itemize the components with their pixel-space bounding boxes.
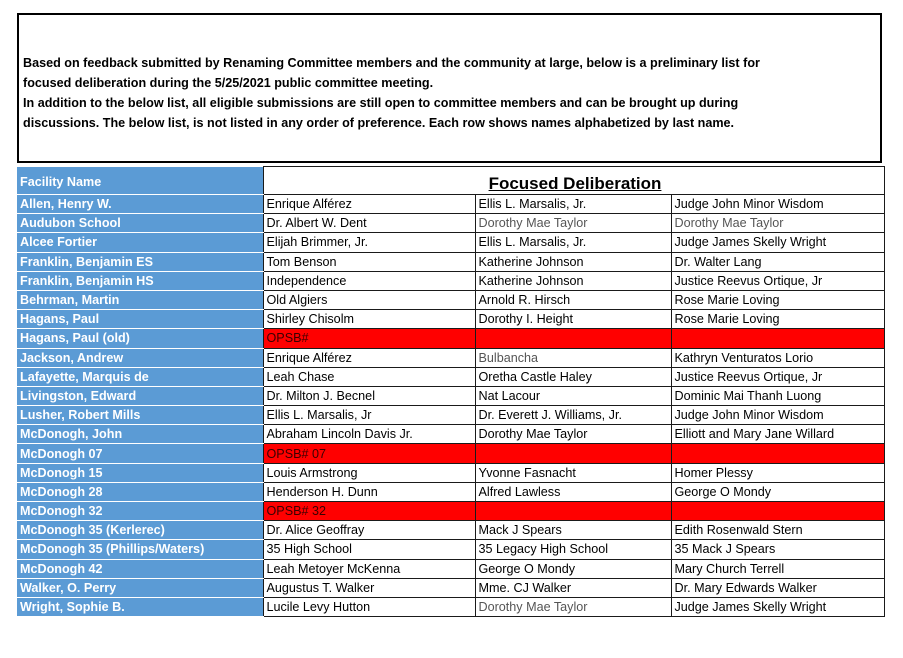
table-row — [17, 348, 884, 367]
focused-deliberation-header — [263, 167, 884, 195]
candidate-name-cell: OPSB# — [263, 329, 475, 348]
candidate-name-cell: Rose Marie Loving — [671, 310, 884, 329]
candidate-name-cell: Dr. Walter Lang — [671, 252, 884, 271]
candidate-name-cell: Henderson H. Dunn — [263, 482, 475, 501]
candidate-name-cell — [475, 502, 671, 521]
facility-name-cell: Livingston, Edward — [17, 386, 263, 405]
candidate-name-cell: Dr. Mary Edwards Walker — [671, 578, 884, 597]
candidate-name-cell: Dorothy Mae Taylor — [671, 214, 884, 233]
candidate-name-cell: Enrique Alférez — [263, 195, 475, 214]
table-row — [17, 252, 884, 271]
candidate-name-cell: Enrique Alférez — [263, 348, 475, 367]
table-row — [17, 367, 884, 386]
candidate-name-cell: Rose Marie Loving — [671, 290, 884, 309]
candidate-name-cell: Judge John Minor Wisdom — [671, 195, 884, 214]
facility-name-cell: Wright, Sophie B. — [17, 597, 263, 616]
facility-name-cell: Jackson, Andrew — [17, 348, 263, 367]
facility-name-cell: Franklin, Benjamin ES — [17, 252, 263, 271]
notice-line-4: discussions. The below list, is not listed in any order of preference. Each row shows names alphabetized by last name. — [23, 116, 735, 130]
facility-name-cell: McDonogh 35 (Kerlerec) — [17, 521, 263, 540]
notice-line-3: In addition to the below list, all eligible submissions are still open to committee members and can be brought up during — [23, 96, 739, 110]
candidate-name-cell: Dr. Albert W. Dent — [263, 214, 475, 233]
facility-name-cell: Hagans, Paul (old) — [17, 329, 263, 348]
candidate-name-cell: OPSB# 32 — [263, 502, 475, 521]
candidate-name-cell: Bulbancha — [475, 348, 671, 367]
candidate-name-cell — [475, 444, 671, 463]
candidate-name-cell — [671, 329, 884, 348]
facility-name-cell: McDonogh 28 — [17, 482, 263, 501]
table-row — [17, 502, 884, 521]
table-row — [17, 597, 884, 616]
candidate-name-cell: Abraham Lincoln Davis Jr. — [263, 425, 475, 444]
table-row — [17, 233, 884, 252]
candidate-name-cell: Dorothy Mae Taylor — [475, 425, 671, 444]
candidate-name-cell: Dorothy I. Height — [475, 310, 671, 329]
table-row — [17, 559, 884, 578]
facility-name-cell: Alcee Fortier — [17, 233, 263, 252]
candidate-name-cell: Dr. Alice Geoffray — [263, 521, 475, 540]
facility-name-cell: McDonogh 07 — [17, 444, 263, 463]
facility-name-cell: McDonogh 42 — [17, 559, 263, 578]
candidate-name-cell: Shirley Chisolm — [263, 310, 475, 329]
candidate-name-cell: Katherine Johnson — [475, 252, 671, 271]
candidate-name-cell: Edith Rosenwald Stern — [671, 521, 884, 540]
facility-name-cell: Behrman, Martin — [17, 290, 263, 309]
table-row — [17, 463, 884, 482]
candidate-name-cell — [475, 329, 671, 348]
candidate-name-cell: Leah Metoyer McKenna — [263, 559, 475, 578]
candidate-name-cell: Arnold R. Hirsch — [475, 290, 671, 309]
facility-name-header: Facility Name — [17, 167, 263, 195]
facility-name-cell: Lusher, Robert Mills — [17, 406, 263, 425]
facility-name-cell: Audubon School — [17, 214, 263, 233]
table-row — [17, 290, 884, 309]
candidate-name-cell: Dorothy Mae Taylor — [475, 597, 671, 616]
table-row — [17, 271, 884, 290]
candidate-name-cell: Dr. Everett J. Williams, Jr. — [475, 406, 671, 425]
facility-name-cell: McDonogh, John — [17, 425, 263, 444]
candidate-name-cell: 35 High School — [263, 540, 475, 559]
candidate-name-cell: Kathryn Venturatos Lorio — [671, 348, 884, 367]
facility-name-cell: Hagans, Paul — [17, 310, 263, 329]
facility-name-cell: Allen, Henry W. — [17, 195, 263, 214]
candidate-name-cell: Judge James Skelly Wright — [671, 597, 884, 616]
table-row — [17, 329, 884, 348]
table-row — [17, 425, 884, 444]
candidate-name-cell: Justice Reevus Ortique, Jr — [671, 367, 884, 386]
notice-line-1: Based on feedback submitted by Renaming Committee members and the community at large, below is a preliminary list for — [23, 56, 760, 70]
candidate-name-cell: Dorothy Mae Taylor — [475, 214, 671, 233]
candidate-name-cell: Ellis L. Marsalis, Jr — [263, 406, 475, 425]
deliberation-table — [17, 166, 885, 617]
candidate-name-cell: Mack J Spears — [475, 521, 671, 540]
facility-name-cell: McDonogh 15 — [17, 463, 263, 482]
candidate-name-cell: Dominic Mai Thanh Luong — [671, 386, 884, 405]
candidate-name-cell: OPSB# 07 — [263, 444, 475, 463]
candidate-name-cell: Oretha Castle Haley — [475, 367, 671, 386]
focused-deliberation-title: Focused Deliberation — [488, 174, 662, 193]
table-header-row — [17, 167, 884, 195]
candidate-name-cell: Tom Benson — [263, 252, 475, 271]
candidate-name-cell: Justice Reevus Ortique, Jr — [671, 271, 884, 290]
candidate-name-cell: George O Mondy — [475, 559, 671, 578]
table-row — [17, 521, 884, 540]
table-row — [17, 214, 884, 233]
table-row — [17, 578, 884, 597]
candidate-name-cell: George O Mondy — [671, 482, 884, 501]
facility-name-cell: Lafayette, Marquis de — [17, 367, 263, 386]
candidate-name-cell: Mme. CJ Walker — [475, 578, 671, 597]
candidate-name-cell: Ellis L. Marsalis, Jr. — [475, 233, 671, 252]
candidate-name-cell: Elijah Brimmer, Jr. — [263, 233, 475, 252]
notice-line-2: focused deliberation during the 5/25/2021 public committee meeting. — [23, 76, 434, 90]
facility-name-cell: McDonogh 35 (Phillips/Waters) — [17, 540, 263, 559]
table-row — [17, 482, 884, 501]
candidate-name-cell: Nat Lacour — [475, 386, 671, 405]
facility-name-cell: McDonogh 32 — [17, 502, 263, 521]
candidate-name-cell: Leah Chase — [263, 367, 475, 386]
table-row — [17, 444, 884, 463]
table-row — [17, 386, 884, 405]
candidate-name-cell: Elliott and Mary Jane Willard — [671, 425, 884, 444]
candidate-name-cell: Homer Plessy — [671, 463, 884, 482]
table-row — [17, 195, 884, 214]
candidate-name-cell: Old Algiers — [263, 290, 475, 309]
candidate-name-cell: Lucile Levy Hutton — [263, 597, 475, 616]
candidate-name-cell: Judge James Skelly Wright — [671, 233, 884, 252]
candidate-name-cell: Mary Church Terrell — [671, 559, 884, 578]
table-row — [17, 540, 884, 559]
candidate-name-cell — [671, 444, 884, 463]
facility-name-cell: Franklin, Benjamin HS — [17, 271, 263, 290]
facility-name-cell: Walker, O. Perry — [17, 578, 263, 597]
candidate-name-cell: Judge John Minor Wisdom — [671, 406, 884, 425]
candidate-name-cell: Dr. Milton J. Becnel — [263, 386, 475, 405]
candidate-name-cell: Yvonne Fasnacht — [475, 463, 671, 482]
candidate-name-cell: Augustus T. Walker — [263, 578, 475, 597]
candidate-name-cell: Katherine Johnson — [475, 271, 671, 290]
notice-box — [17, 13, 882, 163]
table-row — [17, 406, 884, 425]
candidate-name-cell — [671, 502, 884, 521]
candidate-name-cell: 35 Legacy High School — [475, 540, 671, 559]
table-row — [17, 310, 884, 329]
candidate-name-cell: Independence — [263, 271, 475, 290]
candidate-name-cell: Ellis L. Marsalis, Jr. — [475, 195, 671, 214]
candidate-name-cell: Louis Armstrong — [263, 463, 475, 482]
candidate-name-cell: 35 Mack J Spears — [671, 540, 884, 559]
candidate-name-cell: Alfred Lawless — [475, 482, 671, 501]
